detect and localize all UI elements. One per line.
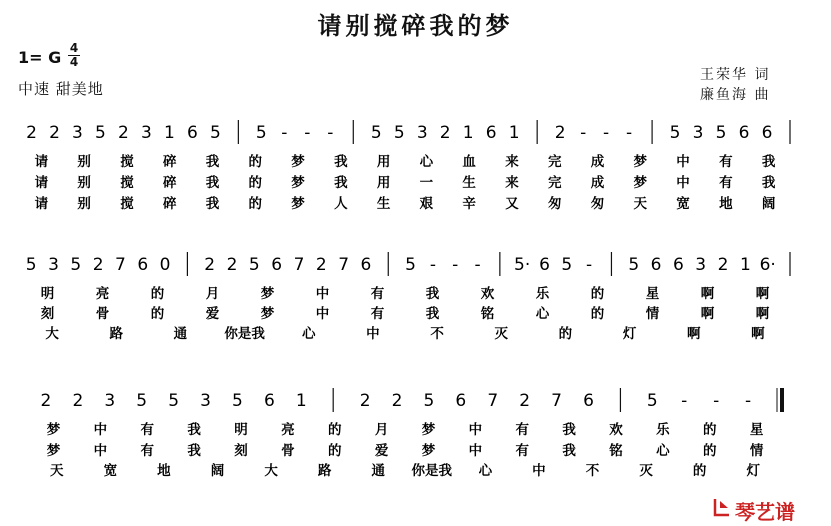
lyric-char: 大 bbox=[45, 326, 59, 342]
lyric-char: 的 bbox=[558, 326, 573, 342]
lyric-char: 阔 bbox=[210, 463, 225, 479]
jianpu-note: 1 bbox=[163, 123, 175, 143]
lyric-char: 碎 bbox=[162, 196, 177, 212]
jianpu-note: - bbox=[713, 391, 720, 411]
lyric-char: 路 bbox=[317, 463, 332, 479]
lyric-char: 灯 bbox=[622, 326, 637, 342]
lyric-char: 中 bbox=[366, 326, 380, 342]
lyric-char: 的 bbox=[702, 443, 717, 459]
lyric-char: 来 bbox=[505, 154, 519, 170]
lyric-char: 欢 bbox=[609, 422, 623, 438]
lyric-char: 我 bbox=[187, 422, 201, 438]
lyric-char: 梦 bbox=[260, 286, 275, 302]
lyric-char: 生 bbox=[462, 175, 476, 191]
lyric-char: 我 bbox=[562, 422, 576, 438]
tempo-marking: 中速 甜美地 bbox=[18, 80, 104, 98]
jianpu-note: 6 bbox=[738, 123, 750, 143]
lyric-char: 大 bbox=[264, 463, 278, 479]
jianpu-note: 5 bbox=[232, 391, 243, 411]
lyric-char: 路 bbox=[109, 326, 123, 342]
logo-icon bbox=[712, 496, 732, 518]
lyric-char: 中 bbox=[676, 175, 690, 191]
jianpu-note: 2 bbox=[226, 255, 238, 275]
lyric-char: 别 bbox=[77, 175, 91, 191]
lyric-char: 中 bbox=[468, 422, 483, 438]
jianpu-note: 6 bbox=[539, 255, 550, 275]
lyric-char: 灯 bbox=[746, 463, 760, 479]
lyric-char: 啊 bbox=[700, 306, 715, 322]
lyric-char: 心 bbox=[656, 443, 670, 459]
lyric-char: 啊 bbox=[755, 306, 770, 322]
lyric-char: 梦 bbox=[291, 154, 305, 170]
lyric-char: 请 bbox=[34, 154, 49, 170]
lyric-char: 完 bbox=[547, 154, 562, 170]
jianpu-note: - bbox=[681, 391, 688, 411]
lyric-char: 我 bbox=[425, 286, 440, 302]
jianpu-note: 3 bbox=[48, 255, 59, 275]
jianpu-note: 2 bbox=[439, 123, 451, 143]
lyric-char: 心 bbox=[478, 463, 493, 479]
lyric-char: 星 bbox=[645, 286, 660, 302]
lyric-char: 血 bbox=[462, 154, 476, 170]
lyric-char: 刻 bbox=[234, 443, 248, 459]
lyric-char: 爱 bbox=[205, 306, 220, 322]
lyric-char: 别 bbox=[77, 154, 91, 170]
jianpu-note: 6 bbox=[455, 391, 467, 411]
lyric-char: 梦 bbox=[421, 422, 436, 438]
lyric-char: 的 bbox=[248, 175, 263, 191]
jianpu-note: 3 bbox=[141, 123, 152, 143]
jianpu-note: 2 bbox=[554, 123, 566, 143]
lyric-char: 中 bbox=[676, 154, 690, 170]
lyric-char: 亮 bbox=[95, 286, 110, 302]
lyric-char: 搅 bbox=[120, 196, 134, 212]
jianpu-note: 5 bbox=[405, 255, 416, 275]
jianpu-note: 5 bbox=[646, 391, 658, 411]
lyric-char: 用 bbox=[376, 154, 391, 170]
jianpu-note: 5 bbox=[393, 123, 405, 143]
lyric-char: 我 bbox=[205, 196, 220, 212]
lyric-char: 不 bbox=[585, 463, 600, 479]
jianpu-note: 1 bbox=[462, 123, 474, 143]
key-signature: 1= G bbox=[18, 48, 62, 67]
lyric-char: 又 bbox=[505, 196, 519, 212]
jianpu-note: 5 bbox=[136, 391, 148, 411]
jianpu-note: 5 bbox=[628, 255, 640, 275]
jianpu-note: 2 bbox=[359, 391, 371, 411]
jianpu-note: 6 bbox=[137, 255, 149, 275]
jianpu-note: - bbox=[586, 255, 593, 275]
lyric-char: 我 bbox=[425, 306, 440, 322]
jianpu-note: 5 bbox=[248, 255, 260, 275]
jianpu-note: 2 bbox=[118, 123, 129, 143]
lyric-char: 中 bbox=[532, 463, 546, 479]
lyric-char: 梦 bbox=[291, 175, 305, 191]
lyric-char: 宽 bbox=[676, 196, 690, 212]
lyric-char: 有 bbox=[370, 306, 385, 322]
jianpu-note: 2 bbox=[519, 391, 531, 411]
composer-credit: 廉鱼海 曲 bbox=[700, 87, 771, 103]
lyric-char: 请 bbox=[34, 196, 49, 212]
lyric-char: 的 bbox=[702, 422, 717, 438]
lyric-char: 碎 bbox=[162, 175, 177, 191]
jianpu-note: 5 bbox=[255, 123, 267, 143]
jianpu-note: - bbox=[281, 123, 288, 143]
lyric-char: 骨 bbox=[281, 443, 295, 459]
jianpu-note: 0 bbox=[159, 255, 171, 275]
jianpu-note: 5 bbox=[95, 123, 106, 143]
jianpu-note: 6 bbox=[672, 255, 684, 275]
jianpu-note: 7 bbox=[115, 255, 126, 275]
lyric-char: 有 bbox=[719, 175, 733, 191]
lyric-char: 星 bbox=[749, 422, 764, 438]
jianpu-note: 5 bbox=[168, 391, 180, 411]
lyric-char: 的 bbox=[327, 422, 342, 438]
jianpu-note: 5 bbox=[423, 391, 435, 411]
lyric-char: 灭 bbox=[639, 463, 653, 479]
jianpu-note: 6 bbox=[271, 255, 283, 275]
song-title: 请别搅碎我的梦 bbox=[317, 12, 514, 40]
lyric-char: 我 bbox=[562, 443, 576, 459]
lyric-char: 心 bbox=[419, 154, 434, 170]
lyric-char: 情 bbox=[749, 443, 764, 459]
meter-top: 4 bbox=[69, 41, 79, 55]
lyric-char: 宽 bbox=[103, 463, 118, 479]
lyric-char: 我 bbox=[334, 154, 348, 170]
lyric-char: 搅 bbox=[120, 175, 134, 191]
lyric-char: 我 bbox=[761, 175, 776, 191]
jianpu-note: 6 bbox=[485, 123, 497, 143]
lyric-char: 成 bbox=[590, 175, 605, 191]
lyric-char: 的 bbox=[590, 306, 605, 322]
lyric-char: 别 bbox=[77, 196, 91, 212]
jianpu-note: - bbox=[304, 123, 311, 143]
lyric-char: 用 bbox=[376, 175, 391, 191]
lyric-char: 一 bbox=[419, 175, 434, 191]
jianpu-note: 6 bbox=[186, 123, 198, 143]
lyric-char: 骨 bbox=[95, 306, 110, 322]
jianpu-note: 5 bbox=[209, 123, 221, 143]
lyric-char: 啊 bbox=[700, 286, 715, 302]
jianpu-note: 6 bbox=[583, 391, 594, 411]
lyric-char: 铭 bbox=[480, 306, 495, 322]
jianpu-note: 1 bbox=[739, 255, 751, 275]
jianpu-note: 2 bbox=[49, 123, 60, 143]
lyric-char: 灭 bbox=[494, 326, 508, 342]
lyric-char: 人 bbox=[334, 196, 348, 212]
jianpu-note: 3 bbox=[695, 255, 707, 275]
lyric-char: 有 bbox=[515, 443, 529, 459]
lyric-char: 的 bbox=[327, 443, 342, 459]
jianpu-note: 7 bbox=[487, 391, 499, 411]
lyric-char: 成 bbox=[590, 154, 605, 170]
jianpu-note: 3 bbox=[200, 391, 211, 411]
jianpu-note: 2 bbox=[315, 255, 327, 275]
jianpu-note: 7 bbox=[551, 391, 563, 411]
site-logo-text: 琴艺谱 bbox=[735, 500, 795, 524]
lyric-char: 梦 bbox=[46, 422, 61, 438]
jianpu-note: 1 bbox=[508, 123, 520, 143]
lyric-char: 我 bbox=[334, 175, 348, 191]
lyric-char: 心 bbox=[302, 326, 316, 342]
jianpu-note: 5 bbox=[561, 255, 573, 275]
lyric-char: 爱 bbox=[374, 443, 389, 459]
lyric-char: 梦 bbox=[46, 443, 61, 459]
jianpu-note: 6· bbox=[759, 255, 776, 275]
jianpu-note: 5 bbox=[70, 255, 82, 275]
lyric-char: 的 bbox=[248, 196, 263, 212]
jianpu-note: 7 bbox=[338, 255, 350, 275]
lyric-char: 中 bbox=[93, 443, 108, 459]
jianpu-note: 5· bbox=[514, 255, 531, 275]
lyric-char: 阔 bbox=[761, 196, 776, 212]
jianpu-note: 2 bbox=[92, 255, 104, 275]
jianpu-note: 3 bbox=[692, 123, 704, 143]
jianpu-note: - bbox=[603, 123, 610, 143]
lyric-char: 地 bbox=[157, 463, 171, 479]
lyric-char: 明 bbox=[234, 422, 248, 438]
lyric-char: 梦 bbox=[633, 175, 648, 191]
jianpu-note: 6 bbox=[761, 123, 773, 143]
jianpu-note: - bbox=[474, 255, 481, 275]
lyric-char: 辛 bbox=[462, 196, 476, 212]
jianpu-note: 5 bbox=[370, 123, 382, 143]
lyric-char: 刻 bbox=[40, 306, 55, 322]
lyric-char: 铭 bbox=[609, 443, 623, 459]
lyric-char: 中 bbox=[315, 286, 330, 302]
lyric-char: 有 bbox=[370, 286, 385, 302]
jianpu-note: 6 bbox=[650, 255, 662, 275]
lyric-char: 情 bbox=[645, 306, 660, 322]
lyricist-credit: 王荣华 词 bbox=[700, 67, 771, 83]
lyric-char: 通 bbox=[371, 463, 385, 479]
lyric-char: 艰 bbox=[419, 196, 434, 212]
lyric-char: 有 bbox=[719, 154, 733, 170]
lyric-char: 我 bbox=[761, 154, 776, 170]
lyric-char: 有 bbox=[515, 422, 529, 438]
lyric-char: 的 bbox=[150, 286, 165, 302]
lyric-char: 来 bbox=[505, 175, 519, 191]
lyric-char: 有 bbox=[140, 422, 154, 438]
lyric-char: 乐 bbox=[656, 422, 670, 438]
jianpu-note: 6 bbox=[263, 391, 275, 411]
jianpu-note: - bbox=[452, 255, 459, 275]
lyric-char: 你是我 bbox=[411, 463, 453, 479]
lyric-char: 搅 bbox=[120, 154, 134, 170]
jianpu-note: 5 bbox=[25, 255, 37, 275]
lyric-char: 请 bbox=[34, 175, 49, 191]
lyric-char: 生 bbox=[376, 196, 391, 212]
lyric-char: 有 bbox=[140, 443, 154, 459]
lyric-char: 的 bbox=[692, 463, 707, 479]
lyric-char: 的 bbox=[150, 306, 165, 322]
lyric-char: 地 bbox=[719, 196, 733, 212]
jianpu-note: 6 bbox=[360, 255, 372, 275]
lyric-char: 梦 bbox=[421, 443, 436, 459]
lyric-char: 梦 bbox=[291, 196, 305, 212]
jianpu-note: - bbox=[626, 123, 633, 143]
lyric-char: 月 bbox=[374, 422, 389, 438]
lyric-char: 啊 bbox=[755, 286, 770, 302]
jianpu-note: 2 bbox=[204, 255, 216, 275]
jianpu-note: 5 bbox=[669, 123, 681, 143]
lyric-char: 啊 bbox=[687, 326, 701, 342]
lyric-char: 你是我 bbox=[224, 326, 265, 342]
jianpu-note: 7 bbox=[293, 255, 305, 275]
lyric-char: 不 bbox=[430, 326, 444, 342]
lyric-char: 碎 bbox=[162, 154, 177, 170]
lyric-char: 梦 bbox=[633, 154, 648, 170]
lyric-char: 心 bbox=[535, 306, 550, 322]
lyric-char: 梦 bbox=[260, 306, 275, 322]
lyric-char: 啊 bbox=[751, 326, 765, 342]
jianpu-note: 2 bbox=[72, 391, 84, 411]
lyric-char: 我 bbox=[205, 175, 220, 191]
lyric-char: 月 bbox=[205, 286, 220, 302]
lyric-char: 完 bbox=[547, 175, 562, 191]
lyric-char: 中 bbox=[468, 443, 483, 459]
jianpu-note: - bbox=[429, 255, 436, 275]
lyric-char: 天 bbox=[633, 196, 648, 212]
meter-bottom: 4 bbox=[69, 55, 79, 69]
jianpu-note: 3 bbox=[416, 123, 428, 143]
lyric-char: 中 bbox=[315, 306, 330, 322]
lyric-char: 天 bbox=[50, 463, 64, 479]
lyric-char: 的 bbox=[248, 154, 263, 170]
jianpu-note: 2 bbox=[40, 391, 52, 411]
lyric-char: 明 bbox=[40, 286, 55, 302]
lyric-char: 匆 bbox=[590, 196, 605, 212]
jianpu-note: - bbox=[580, 123, 587, 143]
jianpu-note: - bbox=[745, 391, 752, 411]
lyric-char: 乐 bbox=[535, 286, 550, 302]
jianpu-note: 1 bbox=[295, 391, 307, 411]
jianpu-note: 5 bbox=[715, 123, 727, 143]
lyric-char: 欢 bbox=[480, 286, 495, 302]
lyric-char: 中 bbox=[93, 422, 108, 438]
lyric-char: 通 bbox=[173, 326, 188, 342]
lyric-char: 亮 bbox=[281, 422, 295, 438]
jianpu-note: 2 bbox=[26, 123, 37, 143]
lyric-char: 匆 bbox=[547, 196, 562, 212]
jianpu-note: 2 bbox=[391, 391, 403, 411]
lyric-char: 我 bbox=[187, 443, 201, 459]
jianpu-note: 3 bbox=[72, 123, 83, 143]
jianpu-note: 3 bbox=[104, 391, 116, 411]
lyric-char: 的 bbox=[590, 286, 605, 302]
jianpu-note: 2 bbox=[717, 255, 729, 275]
jianpu-note: - bbox=[327, 123, 334, 143]
lyric-char: 我 bbox=[205, 154, 220, 170]
